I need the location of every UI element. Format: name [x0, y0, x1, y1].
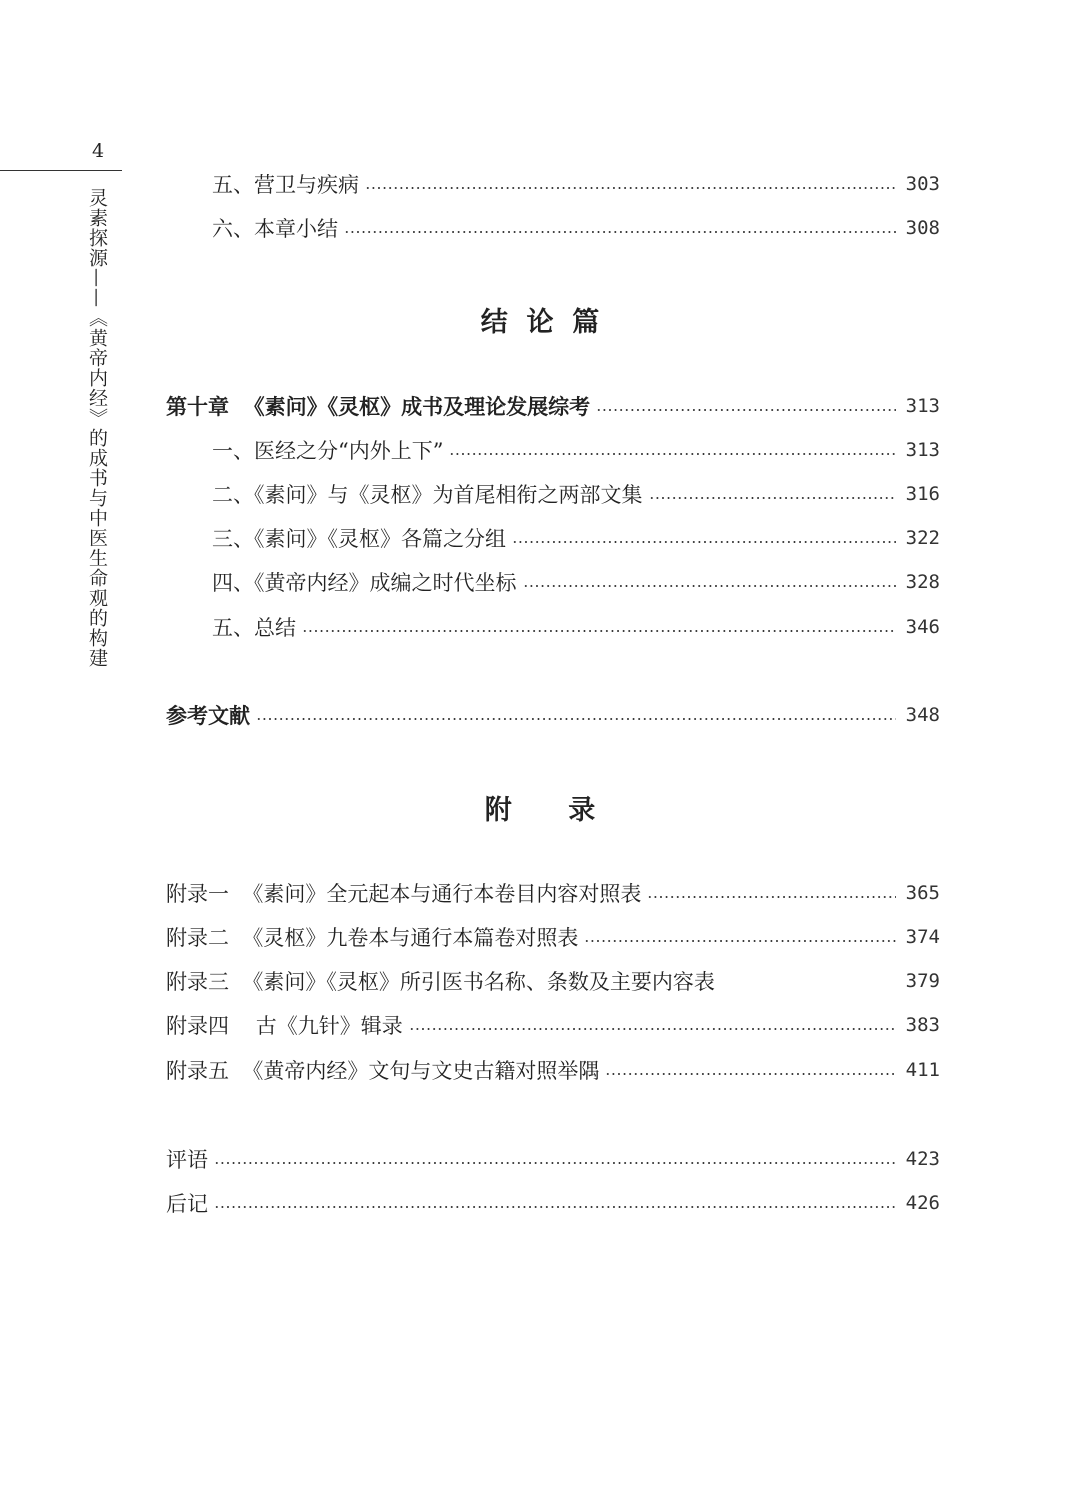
toc-entry-label: 一、医经之分“内外上下”	[212, 439, 444, 463]
toc-entry[interactable]	[212, 480, 940, 508]
leader-dots	[647, 896, 895, 898]
leader-space	[721, 984, 896, 986]
toc-entry[interactable]	[212, 436, 940, 464]
toc-references-label: 参考文献	[166, 703, 250, 728]
leader-dots	[365, 187, 896, 189]
leader-dots	[214, 1206, 896, 1208]
toc-entry-label: 五、总结	[212, 616, 296, 640]
running-book-title: 灵素探源——《黄帝内经》的成书与中医生命观的构建	[86, 188, 108, 668]
toc-page-number: 313	[905, 395, 940, 417]
leader-dots	[449, 453, 895, 455]
toc-appendix-entry[interactable]	[166, 1056, 940, 1084]
leader-dots	[512, 541, 896, 543]
toc-postscript-label: 后记	[166, 1192, 208, 1216]
leader-dots	[302, 630, 896, 632]
toc-comments-label: 评语	[166, 1148, 208, 1172]
leader-dots	[409, 1028, 896, 1030]
toc-page-number: 346	[905, 616, 940, 638]
toc-page-number: 365	[905, 882, 940, 904]
toc-page-number: 379	[905, 970, 940, 992]
toc-appendix-entry[interactable]	[166, 967, 940, 995]
toc-page-number: 411	[905, 1059, 940, 1081]
toc-entry-label: 四、《黄帝内经》成编之时代坐标	[212, 571, 517, 595]
leader-dots	[584, 940, 895, 942]
toc-entry[interactable]	[212, 568, 940, 596]
toc-appendix-label: 附录三 《素问》《灵枢》所引医书名称、条数及主要内容表	[166, 970, 715, 994]
toc-appendix-entry[interactable]	[166, 879, 940, 907]
toc-page-number: 383	[905, 1014, 940, 1036]
toc-page-number: 423	[905, 1148, 940, 1170]
leader-dots	[596, 409, 896, 411]
toc-page-number: 313	[905, 439, 940, 461]
header-rule	[0, 170, 122, 171]
toc-appendix-entry[interactable]	[166, 1011, 940, 1039]
page-number: 4	[92, 140, 105, 162]
toc-page-number: 348	[905, 704, 940, 726]
toc-references-entry[interactable]	[166, 701, 940, 729]
toc-page-number: 426	[905, 1192, 940, 1214]
toc-page-number: 328	[905, 571, 940, 593]
leader-dots	[256, 718, 896, 720]
leader-dots	[344, 231, 896, 233]
leader-dots	[605, 1073, 895, 1075]
toc-page-number: 374	[905, 926, 940, 948]
toc-page-number: 322	[905, 527, 940, 549]
toc-page-number: 303	[905, 173, 940, 195]
toc-appendix-label: 附录四 古《九针》辑录	[166, 1014, 403, 1038]
leader-dots	[649, 497, 896, 499]
toc-appendix-label: 附录一 《素问》全元起本与通行本卷目内容对照表	[166, 882, 642, 906]
toc-entry-label: 三、《素问》《灵枢》各篇之分组	[212, 527, 506, 551]
section-heading-conclusion: 结 论 篇	[480, 307, 600, 338]
toc-entry[interactable]	[212, 170, 940, 198]
toc-page-number: 316	[905, 483, 940, 505]
toc-chapter-label: 第十章 《素问》《灵枢》成书及理论发展综考	[166, 394, 591, 419]
toc-appendix-label: 附录五 《黄帝内经》文句与文史古籍对照举隅	[166, 1059, 600, 1083]
toc-appendix-label: 附录二 《灵枢》九卷本与通行本篇卷对照表	[166, 926, 579, 950]
leader-dots	[523, 585, 896, 587]
toc-appendix-entry[interactable]	[166, 923, 940, 951]
toc-page-number: 308	[905, 217, 940, 239]
toc-entry-label: 五、营卫与疾病	[212, 173, 359, 197]
toc-chapter-entry[interactable]	[166, 392, 940, 420]
section-heading-appendix: 附 录	[484, 795, 596, 826]
toc-entry[interactable]	[212, 214, 940, 242]
leader-dots	[214, 1162, 896, 1164]
toc-postscript-entry[interactable]	[166, 1189, 940, 1217]
toc-entry[interactable]	[212, 613, 940, 641]
toc-entry-label: 六、本章小结	[212, 217, 338, 241]
toc-comments-entry[interactable]	[166, 1145, 940, 1173]
toc-entry[interactable]	[212, 524, 940, 552]
toc-entry-label: 二、《素问》与《灵枢》为首尾相衔之两部文集	[212, 483, 643, 507]
